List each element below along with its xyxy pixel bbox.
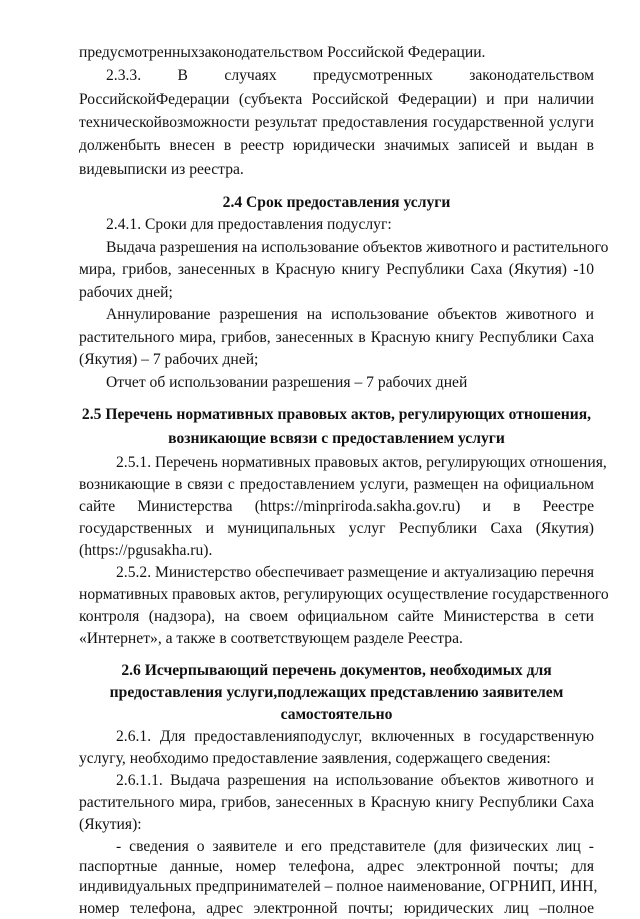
paragraph-issue-deadline-line: мира, грибов, занесенных в Красную книгу Республики Саха (Якутия) -10: [79, 261, 594, 278]
paragraph-2-5-2-line: нормативных правовых актов, регулирующих осуществление государственного: [79, 586, 609, 603]
applicant-info-line: номер телефона, адрес электронной почты; юридических лиц –полное: [79, 900, 594, 917]
paragraph-2-6-1-1-line: 2.6.1.1. Выдача разрешения на использование объектов животного и: [116, 772, 594, 789]
section-2-5-heading-line: 2.5 Перечень нормативных правовых актов, регулирующих отношения,: [81, 406, 592, 423]
paragraph-2-5-1-line: государственных и муниципальных услуг Республики Саха (Якутия): [79, 520, 594, 537]
applicant-info-line: паспортные данные, номер телефона, адрес электронной почты; для: [79, 858, 594, 875]
paragraph-2-6-1-line: 2.6.1. Для предоставленияподуслуг, включенных в государственную: [116, 728, 594, 745]
section-2-6-heading-line: самостоятельно: [280, 706, 393, 723]
paragraph-cancellation-deadline-line: Аннулирование разрешения на использование объектов животного и: [106, 306, 594, 323]
section-2-6-heading-line: предоставления услуги,подлежащих представлению заявителем: [109, 684, 564, 701]
paragraph-2-6-1-line: услугу, необходимо предоставление заявления, содержащего сведения:: [79, 750, 551, 767]
applicant-info-line: - сведения о заявителе и его представителе (для физических лиц -: [116, 838, 594, 855]
paragraph-2-3-3-line: долженбыть внесен в реестр юридически значимых записей и выдан в: [79, 137, 594, 154]
section-2-4-heading: 2.4 Срок предоставления услуги: [222, 194, 451, 211]
paragraph-2-5-1-line: (https://pgusakha.ru).: [79, 542, 213, 559]
paragraph-2-5-2-line: контроля (надзора), на своем официальном сайте Министерства в сети: [79, 608, 594, 625]
paragraph-2-3-3-line: 2.3.3. В случаях предусмотренных законодательством: [106, 67, 594, 84]
paragraph-2-5-1-line: возникающие в связи с предоставлением услуги, размещен на официальном: [79, 476, 594, 493]
section-2-5-heading-line: возникающие всвязи с предоставлением услуги: [168, 430, 505, 447]
paragraph-2-6-1-1-line: (Якутия):: [79, 816, 142, 833]
applicant-info-line: индивидуальных предпринимателей – полное наименование, ОГРНИП, ИНН,: [79, 878, 598, 895]
intro-text-line: предусмотренныхзаконодательством Российской Федерации.: [79, 44, 486, 61]
paragraph-2-5-2-line: «Интернет», а также в соответствующем разделе Реестра.: [79, 630, 463, 647]
paragraph-2-5-1-line: 2.5.1. Перечень нормативных правовых актов, регулирующих отношения,: [116, 454, 607, 471]
section-2-6-heading-line: 2.6 Исчерпывающий перечень документов, необходимых для: [121, 662, 552, 679]
paragraph-issue-deadline-line: рабочих дней;: [79, 284, 173, 301]
paragraph-2-4-1: 2.4.1. Сроки для предоставления подуслуг:: [106, 216, 392, 233]
paragraph-2-3-3-line: РоссийскойФедерации (субъекта Российской Федерации) и при наличии: [79, 91, 594, 108]
paragraph-2-5-2-line: 2.5.2. Министерство обеспечивает размещение и актуализацию перечня: [116, 564, 594, 581]
paragraph-issue-deadline-line: Выдача разрешения на использование объектов животного и растительного: [106, 239, 609, 256]
paragraph-2-6-1-1-line: растительного мира, грибов, занесенных в Красную книгу Республики Саха: [79, 794, 594, 811]
paragraph-cancellation-deadline-line: (Якутия) – 7 рабочих дней;: [79, 351, 259, 368]
paragraph-cancellation-deadline-line: растительного мира, грибов, занесенных в Красную книгу Республики Саха: [79, 329, 594, 346]
paragraph-report-deadline: Отчет об использовании разрешения – 7 рабочих дней: [106, 374, 468, 391]
paragraph-2-3-3-line: видевыписки из реестра.: [79, 161, 244, 178]
paragraph-2-5-1-line: сайте Министерства (https://minpriroda.sakha.gov.ru) и в Реестре: [79, 498, 594, 515]
paragraph-2-3-3-line: техническойвозможности результат предоставления государственной услуги: [79, 114, 594, 131]
